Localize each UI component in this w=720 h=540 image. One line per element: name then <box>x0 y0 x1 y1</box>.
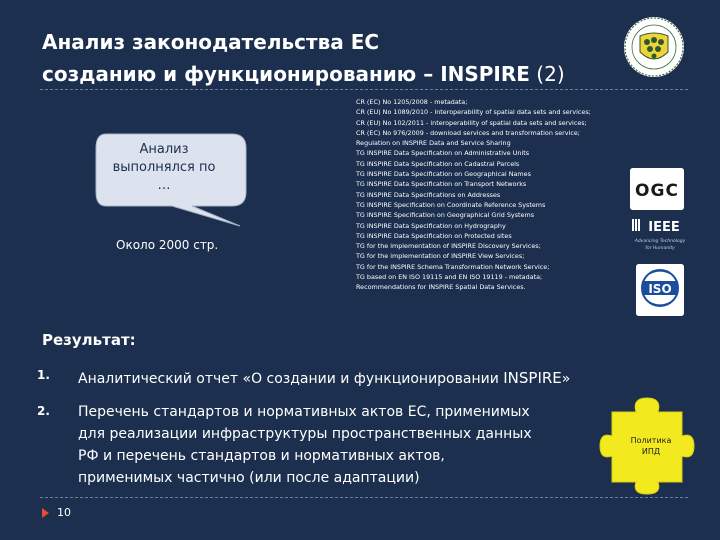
puzzle-label-line-2: ИПД <box>641 447 661 456</box>
puzzle-label <box>620 435 682 457</box>
document-list-item: TG INSPIRE Specification on Coordinate Reference Systems <box>356 200 546 209</box>
iso-logo-text: ISO <box>648 282 672 296</box>
result-item-2-line: для реализации инфраструктуры пространственных данных <box>78 426 532 442</box>
page-number: 10 <box>57 506 71 519</box>
result-heading: Результат: <box>42 331 136 349</box>
document-list-item: Recommendations for INSPIRE Spatial Data Services. <box>356 283 526 292</box>
document-list-item: TG INSPIRE Data Specification on Hydrography <box>356 221 506 230</box>
iso-logo <box>636 264 684 316</box>
ieee-logo <box>630 213 686 261</box>
title-line-2-prefix: созданию и функционированию – <box>42 62 441 86</box>
result-item-2-line: применимых частично (или после адаптации) <box>78 470 420 486</box>
document-list-item: CR (EU) No 1089/2010 - interoperability of spatial data sets and services; <box>356 108 591 117</box>
title-line-1: Анализ законодательства ЕС <box>42 30 380 54</box>
result-item-2-number: 2. <box>37 404 50 418</box>
document-list-item: TG INSPIRE Data Specifications on Addresses <box>356 190 501 199</box>
document-list-item: TG for the INSPIRE Schema Transformation Network Service; <box>356 262 550 271</box>
ogc-logo <box>630 168 684 210</box>
top-divider <box>40 89 688 90</box>
result-item-2-text <box>78 401 532 489</box>
document-list-item: TG for the implementation of INSPIRE Discovery Services; <box>356 242 541 251</box>
document-list-item: CR (EU) No 102/2011 - interoperability of spatial data sets and services; <box>356 118 587 127</box>
document-list-item: TG INSPIRE Data Specification on Transport Networks <box>356 180 527 189</box>
organization-seal-logo <box>622 14 686 80</box>
ieee-tagline-1: Advancing Technology <box>634 239 686 244</box>
document-list-item: Regulation on INSPIRE Data and Service Sharing <box>356 139 511 148</box>
result-item-1-number: 1. <box>37 368 50 382</box>
ogc-logo-text: OGC <box>635 181 679 201</box>
analyzed-documents-list <box>356 97 656 293</box>
document-list-item: TG for the implementation of INSPIRE View Services; <box>356 252 525 261</box>
page-marker-icon <box>42 508 49 518</box>
document-list-item: TG INSPIRE Data Specification on Geographical Names <box>356 170 531 179</box>
ieee-tagline-2: for Humanity <box>645 246 675 251</box>
ieee-logo-text: IEEE <box>648 220 680 235</box>
document-list-item: TG based on EN ISO 19115 and EN ISO 19119 - metadata; <box>356 273 543 282</box>
document-list-item: CR (EC) No 1205/2008 - metadata; <box>356 98 468 106</box>
document-list-item: TG INSPIRE Data Specification on Protected sites <box>356 231 512 240</box>
result-item-2-line: РФ и перечень стандартов и нормативных актов, <box>78 448 445 464</box>
pages-count-note: Около 2000 стр. <box>116 238 219 252</box>
document-list-item: TG INSPIRE Data Specification on Cadastral Parcels <box>356 159 520 168</box>
title-line-2-suffix: (2) <box>529 62 565 86</box>
result-item-2-line: Перечень стандартов и нормативных актов ЕС, применимых <box>78 404 530 420</box>
result-item-1-suffix: » <box>561 371 571 387</box>
puzzle-label-line-1: Политика <box>630 436 672 445</box>
title-line-2-brand: INSPIRE <box>440 62 530 86</box>
document-list-item: CR (EC) No 976/2009 - download services and transformation service; <box>356 128 580 137</box>
bubble-text: Анализ выполнялся по … <box>112 142 216 193</box>
document-list-item: TG INSPIRE Specification on Geographical Grid Systems <box>356 211 535 220</box>
bottom-divider <box>40 497 688 498</box>
result-item-1-brand: INSPIRE <box>503 369 562 387</box>
title-line-2 <box>42 58 612 90</box>
slide-title <box>42 26 612 90</box>
result-item-1-prefix: Аналитический отчет «О создании и функционировании <box>78 371 504 387</box>
document-list-item: TG INSPIRE Data Specification on Administrative Units <box>356 149 530 158</box>
result-item-1-text <box>78 367 570 390</box>
